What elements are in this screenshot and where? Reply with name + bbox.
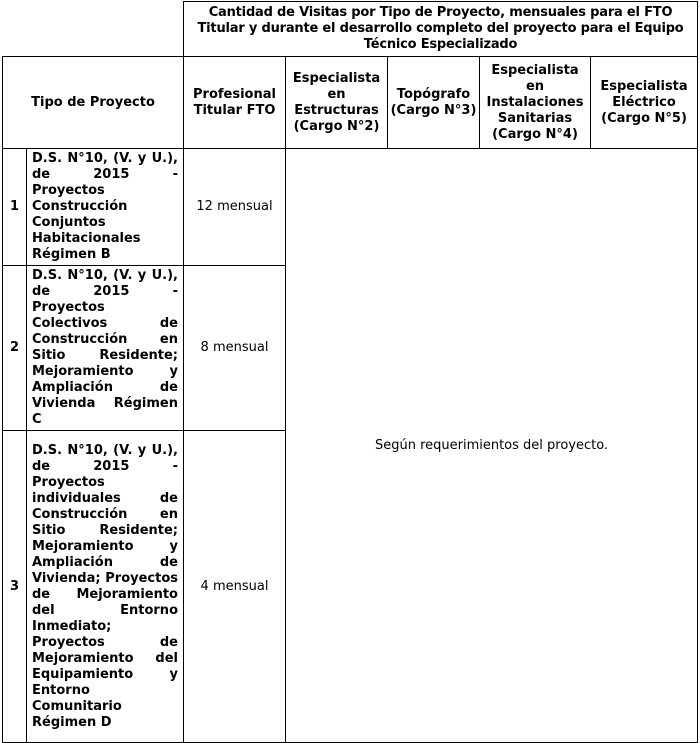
especialistas-note: Según requerimientos del proyecto. — [286, 149, 698, 743]
project-type: D.S. N°10, (V. y U.), de 2015 - Proyectos individuales de Construcción en Sitio Residente; Mejoramiento y Ampliación de Vivienda; Proyectos de Mejoramiento del Entorno Inmediato; Proyectos de Mejoramiento del Equipamiento y Entorno Comunitario Régimen D — [27, 431, 184, 743]
header-blank-cell — [3, 2, 184, 57]
row-number: 1 — [3, 149, 27, 266]
col-header-fto: Profesional Titular FTO — [184, 57, 286, 149]
fto-visits: 12 mensual — [184, 149, 286, 266]
fto-visits: 4 mensual — [184, 431, 286, 743]
col-header-sanitarias: Especialista en Instalaciones Sanitarias (Cargo N°4) — [480, 57, 591, 149]
visits-table — [2, 1, 698, 743]
col-header-topografo: Topógrafo (Cargo N°3) — [388, 57, 480, 149]
table-row — [3, 149, 698, 266]
row-number: 3 — [3, 431, 27, 743]
row-number: 2 — [3, 266, 27, 431]
col-header-electrico: Especialista Eléctrico (Cargo N°5) — [591, 57, 698, 149]
col-header-estructuras: Especialista en Estructuras (Cargo N°2) — [286, 57, 388, 149]
project-type: D.S. N°10, (V. y U.), de 2015 - Proyectos Construcción Conjuntos Habitacionales Régimen B — [27, 149, 184, 266]
main-header: Cantidad de Visitas por Tipo de Proyecto, mensuales para el FTO Titular y durante el desarrollo completo del proyecto para el Equipo Técnico Especializado — [184, 2, 698, 57]
col-header-tipo: Tipo de Proyecto — [3, 57, 184, 149]
project-type: D.S. N°10, (V. y U.), de 2015 - Proyectos Colectivos de Construcción en Sitio Residente; Mejoramiento y Ampliación de Vivienda Régimen C — [27, 266, 184, 431]
fto-visits: 8 mensual — [184, 266, 286, 431]
